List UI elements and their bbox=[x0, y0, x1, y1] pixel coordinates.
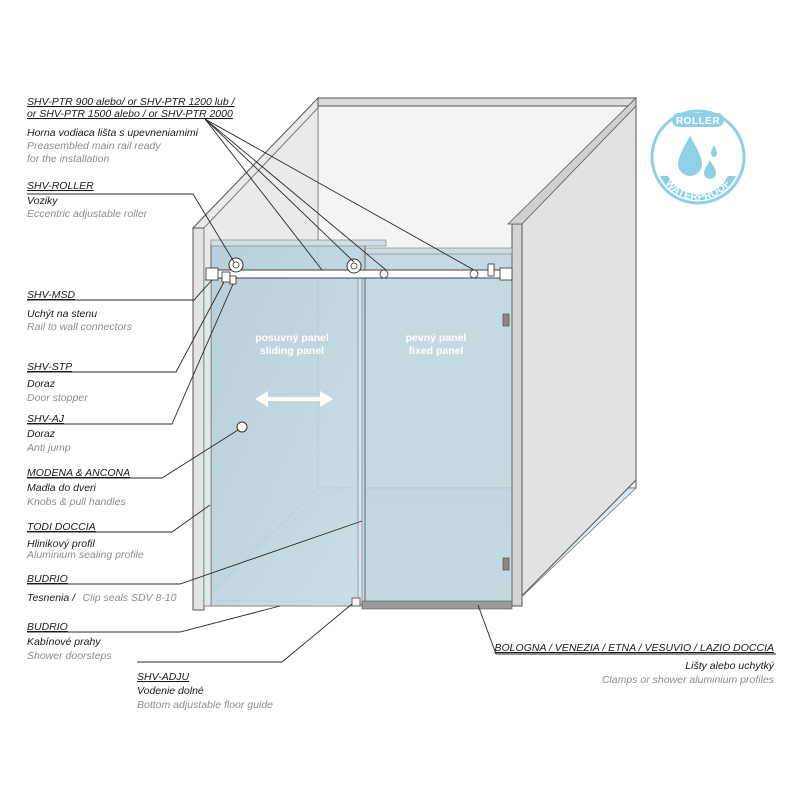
rail-stop-right bbox=[488, 264, 494, 276]
roller-en: Eccentric adjustable roller bbox=[27, 208, 148, 220]
callout-stp bbox=[27, 361, 88, 404]
rail-clamp-1 bbox=[380, 270, 388, 278]
roller-right bbox=[347, 259, 361, 273]
wall-clamp-top bbox=[503, 314, 509, 326]
fixed-panel-label-sk: pevný panel bbox=[405, 332, 467, 344]
badge-bottom-textpath: WATERPROOF bbox=[663, 178, 733, 204]
rail-clamp-2 bbox=[470, 270, 478, 278]
roller-sk: Voziky bbox=[27, 195, 58, 207]
stp-sk: Doraz bbox=[27, 378, 56, 390]
fixed-panel-label-en: fixed panel bbox=[408, 345, 464, 357]
adju-code: SHV-ADJU bbox=[137, 671, 190, 683]
msd-code: SHV-MSD bbox=[27, 289, 76, 301]
bologna-code: BOLOGNA / VENEZIA / ETNA / VESUVIO / LAZIO DOCCIA bbox=[494, 642, 774, 654]
rail-en-2: for the installation bbox=[27, 153, 110, 165]
wall-connector-right bbox=[500, 268, 512, 280]
floor-guide bbox=[352, 598, 360, 606]
knobs-en: Knobs & pull handles bbox=[27, 496, 126, 508]
callout-budrio-1 bbox=[27, 573, 177, 605]
rail-en: Preasembled main rail ready bbox=[27, 140, 161, 152]
anti-jump bbox=[230, 276, 236, 284]
budrio2-en: Shower doorsteps bbox=[27, 650, 112, 662]
roller-left bbox=[229, 258, 243, 272]
door-stopper bbox=[222, 272, 230, 282]
bologna-sk: Lišty alebo uchytký bbox=[685, 660, 774, 672]
rail-sk: Horna vodiaca lišta s upevneniamimi bbox=[27, 127, 198, 139]
budrio1-en: Clip seals SDV 8-10 bbox=[82, 592, 177, 604]
callout-rail bbox=[27, 96, 236, 165]
main-rail bbox=[210, 270, 512, 278]
stp-en: Door stopper bbox=[27, 392, 88, 404]
callout-knobs bbox=[27, 467, 130, 508]
sliding-panel-edge bbox=[358, 278, 362, 604]
callout-budrio-2 bbox=[27, 621, 112, 662]
aj-sk: Doraz bbox=[27, 428, 56, 440]
roller-code: SHV-ROLLER bbox=[27, 180, 94, 192]
sliding-panel bbox=[211, 244, 365, 606]
sliding-panel-label-en: sliding panel bbox=[259, 345, 325, 357]
sliding-panel-top bbox=[211, 240, 386, 246]
adju-sk: Vodenie dolné bbox=[137, 685, 204, 697]
roller-waterproof-badge bbox=[652, 111, 744, 203]
callout-bologna bbox=[495, 642, 775, 686]
wall-connector bbox=[206, 268, 218, 280]
bottom-profile bbox=[362, 601, 512, 609]
todi-sk: Hlinikový profil bbox=[27, 538, 95, 550]
badge-top-text: ROLLER bbox=[675, 116, 721, 127]
knob bbox=[237, 422, 247, 432]
callout-aj bbox=[26, 413, 71, 454]
wall-top-cap bbox=[318, 98, 636, 106]
budrio1-code: BUDRIO bbox=[27, 573, 68, 585]
callout-msd bbox=[27, 289, 133, 333]
callout-roller bbox=[27, 180, 148, 220]
budrio2-sk: Kabínové prahy bbox=[27, 636, 101, 648]
rail-code-2: or SHV-PTR 1500 alebo / or SHV-PTR 2000 bbox=[27, 108, 233, 120]
bologna-en: Clamps or shower aluminium profiles bbox=[601, 674, 774, 686]
knobs-code: MODENA & ANCONA bbox=[27, 467, 131, 479]
msd-sk: Uchýt na stenu bbox=[27, 308, 98, 320]
budrio1-sk: Tesnenia / bbox=[27, 592, 76, 604]
budrio2-code: BUDRIO bbox=[27, 621, 68, 633]
knobs-sk: Madla do dveri bbox=[27, 482, 96, 494]
callout-adju bbox=[137, 671, 273, 711]
rail-code: SHV-PTR 900 alebo/ or SHV-PTR 1200 lub / bbox=[27, 96, 235, 108]
callout-todi bbox=[26, 521, 144, 561]
left-wall bbox=[193, 228, 204, 610]
aj-en: Anti jump bbox=[27, 442, 71, 454]
sealing-profile bbox=[204, 280, 211, 606]
todi-code: TODI DOCCIA bbox=[27, 521, 96, 533]
sliding-panel-label-sk: posuvný panel bbox=[255, 332, 329, 344]
right-wall-front bbox=[512, 224, 522, 606]
todi-en: Aluminium sealing profile bbox=[27, 549, 144, 561]
msd-en: Rail to wall connectors bbox=[27, 321, 133, 333]
aj-code: SHV-AJ bbox=[27, 413, 64, 425]
wall-clamp-bottom bbox=[503, 558, 509, 570]
budrio1-line bbox=[27, 588, 177, 605]
adju-en: Bottom adjustable floor guide bbox=[137, 699, 274, 711]
stp-code: SHV-STP bbox=[27, 361, 73, 373]
glass-panels bbox=[204, 240, 512, 609]
leader-adju bbox=[137, 604, 352, 662]
fixed-panel bbox=[362, 252, 512, 606]
